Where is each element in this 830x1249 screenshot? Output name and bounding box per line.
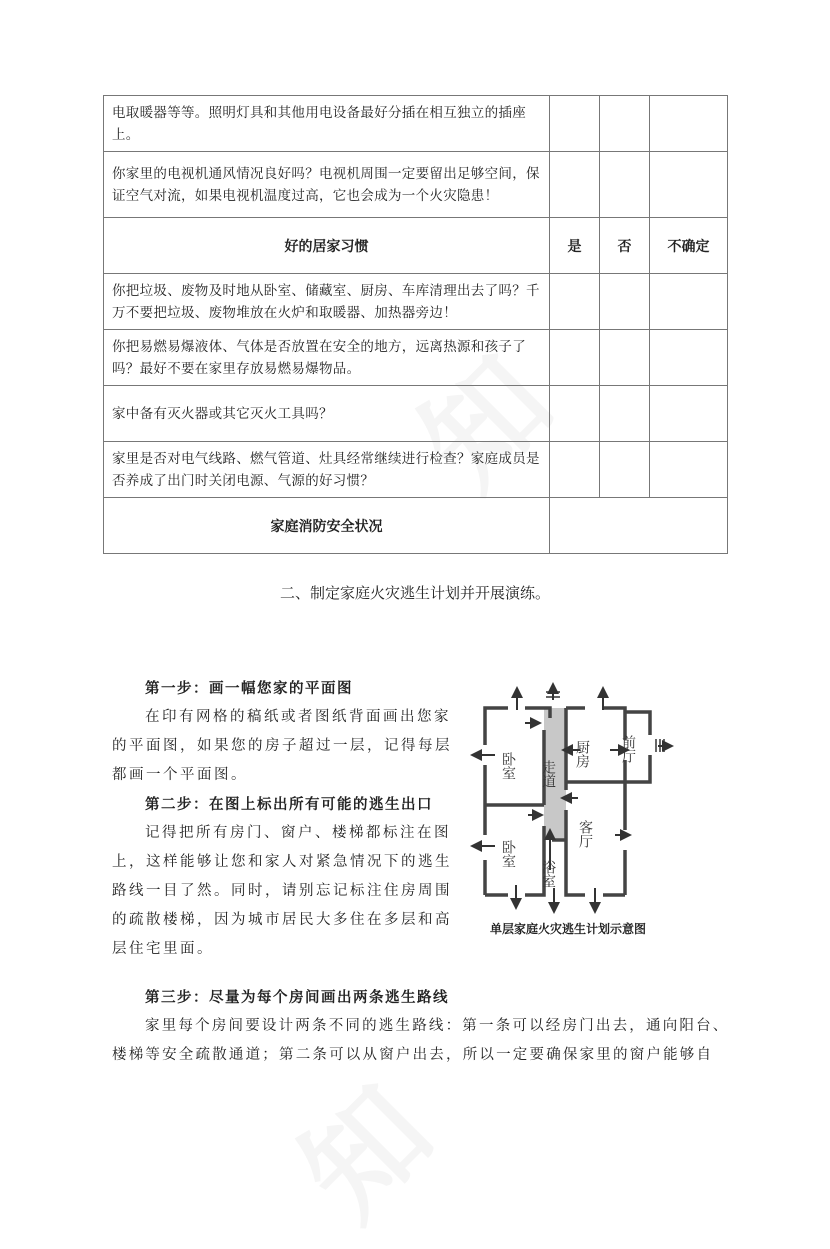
floor-plan-diagram: [470, 680, 710, 930]
room-label-bedroom-top: 卧室: [500, 752, 516, 780]
answer-yes-cell[interactable]: [550, 386, 600, 442]
steps-column: [112, 674, 467, 964]
room-label-living-room: 客厅: [577, 820, 593, 848]
question-cell: 你家里的电视机通风情况良好吗？电视机周围一定要留出足够空间，保证空气对流，如果电视机温度过高，它也会成为一个火灾隐患！: [104, 152, 550, 218]
answer-unsure-cell[interactable]: [650, 274, 728, 330]
step-2-body: 记得把所有房门、窗户、楼梯都标注在图上，这样能够让您和家人对紧急情况下的逃生路线一目了然。同时，请别忘记标注住房周围的疏散楼梯，因为城市居民大多住在多层和高层住宅里面。: [112, 825, 452, 957]
answer-unsure-cell[interactable]: [650, 330, 728, 386]
answer-no-cell[interactable]: [600, 330, 650, 386]
table-row: [104, 330, 728, 386]
answer-no-cell[interactable]: [600, 386, 650, 442]
step-3-heading: 第三步：尽量为每个房间画出两条逃生路线: [145, 989, 449, 1006]
answer-no-cell[interactable]: [600, 442, 650, 498]
answer-unsure-cell[interactable]: [650, 442, 728, 498]
fire-safety-checklist-table: [103, 95, 728, 554]
answer-unsure-cell[interactable]: [650, 152, 728, 218]
step-1-body: 在印有网格的稿纸或者图纸背面画出您家的平面图，如果您的房子超过一层，记得每层都画一个平面图。: [112, 709, 452, 783]
column-header-yes: 是: [550, 218, 600, 274]
watermark: [257, 1043, 463, 1249]
step-1-heading: 第一步：画一幅您家的平面图: [145, 680, 353, 697]
answer-unsure-cell[interactable]: [650, 386, 728, 442]
answer-yes-cell[interactable]: [550, 274, 600, 330]
table-row: [104, 152, 728, 218]
answer-no-cell[interactable]: [600, 152, 650, 218]
question-cell: 家中备有灭火器或其它灭火工具吗？: [104, 386, 550, 442]
room-label-foyer: 前厅: [620, 735, 636, 763]
question-cell: 你把易燃易爆液体、气体是否放置在安全的地方，远离热源和孩子了吗？最好不要在家里存放易燃易爆物品。: [104, 330, 550, 386]
table-header-row: [104, 218, 728, 274]
room-label-bedroom-bottom: 卧室: [500, 840, 516, 868]
summary-label-home-fire-safety-status: 家庭消防安全状况: [104, 498, 550, 554]
room-label-corridor: 走道: [540, 760, 556, 788]
table-row: [104, 386, 728, 442]
step-3-block: [112, 983, 732, 1070]
floor-plan-caption: 单层家庭火灾逃生计划示意图: [490, 922, 647, 936]
table-row: [104, 442, 728, 498]
question-cell: 家里是否对电气线路、燃气管道、灶具经常继续进行检查？家庭成员是否养成了出门时关闭电源、气源的好习惯？: [104, 442, 550, 498]
answer-no-cell[interactable]: [600, 274, 650, 330]
room-labels: [500, 735, 636, 888]
answer-no-cell[interactable]: [600, 96, 650, 152]
question-cell: 你把垃圾、废物及时地从卧室、储藏室、厨房、车库清理出去了吗？千万不要把垃圾、废物堆放在火炉和取暖器、加热器旁边！: [104, 274, 550, 330]
escape-route-arrows: [472, 684, 672, 912]
answer-yes-cell[interactable]: [550, 96, 600, 152]
answer-unsure-cell[interactable]: [650, 96, 728, 152]
column-header-unsure: 不确定: [650, 218, 728, 274]
summary-value-cell[interactable]: [550, 498, 728, 554]
column-header-no: 否: [600, 218, 650, 274]
answer-yes-cell[interactable]: [550, 330, 600, 386]
step-2-heading: 第二步：在图上标出所有可能的逃生出口: [145, 796, 433, 813]
room-label-bathroom: 浴室: [540, 860, 556, 888]
table-summary-row: [104, 498, 728, 554]
table-row: [104, 274, 728, 330]
table-row: [104, 96, 728, 152]
answer-yes-cell[interactable]: [550, 152, 600, 218]
section-header-good-habits: 好的居家习惯: [104, 218, 550, 274]
step-3-body: 家里每个房间要设计两条不同的逃生路线：第一条可以经房门出去，通向阳台、楼梯等安全疏散通道；第二条可以从窗户出去，所以一定要确保家里的窗户能够自: [112, 1018, 730, 1063]
room-label-kitchen: 厨房: [574, 740, 590, 768]
answer-yes-cell[interactable]: [550, 442, 600, 498]
section-title: 二、制定家庭火灾逃生计划并开展演练。: [279, 584, 550, 602]
question-cell: 电取暖器等等。照明灯具和其他用电设备最好分插在相互独立的插座上。: [104, 96, 550, 152]
